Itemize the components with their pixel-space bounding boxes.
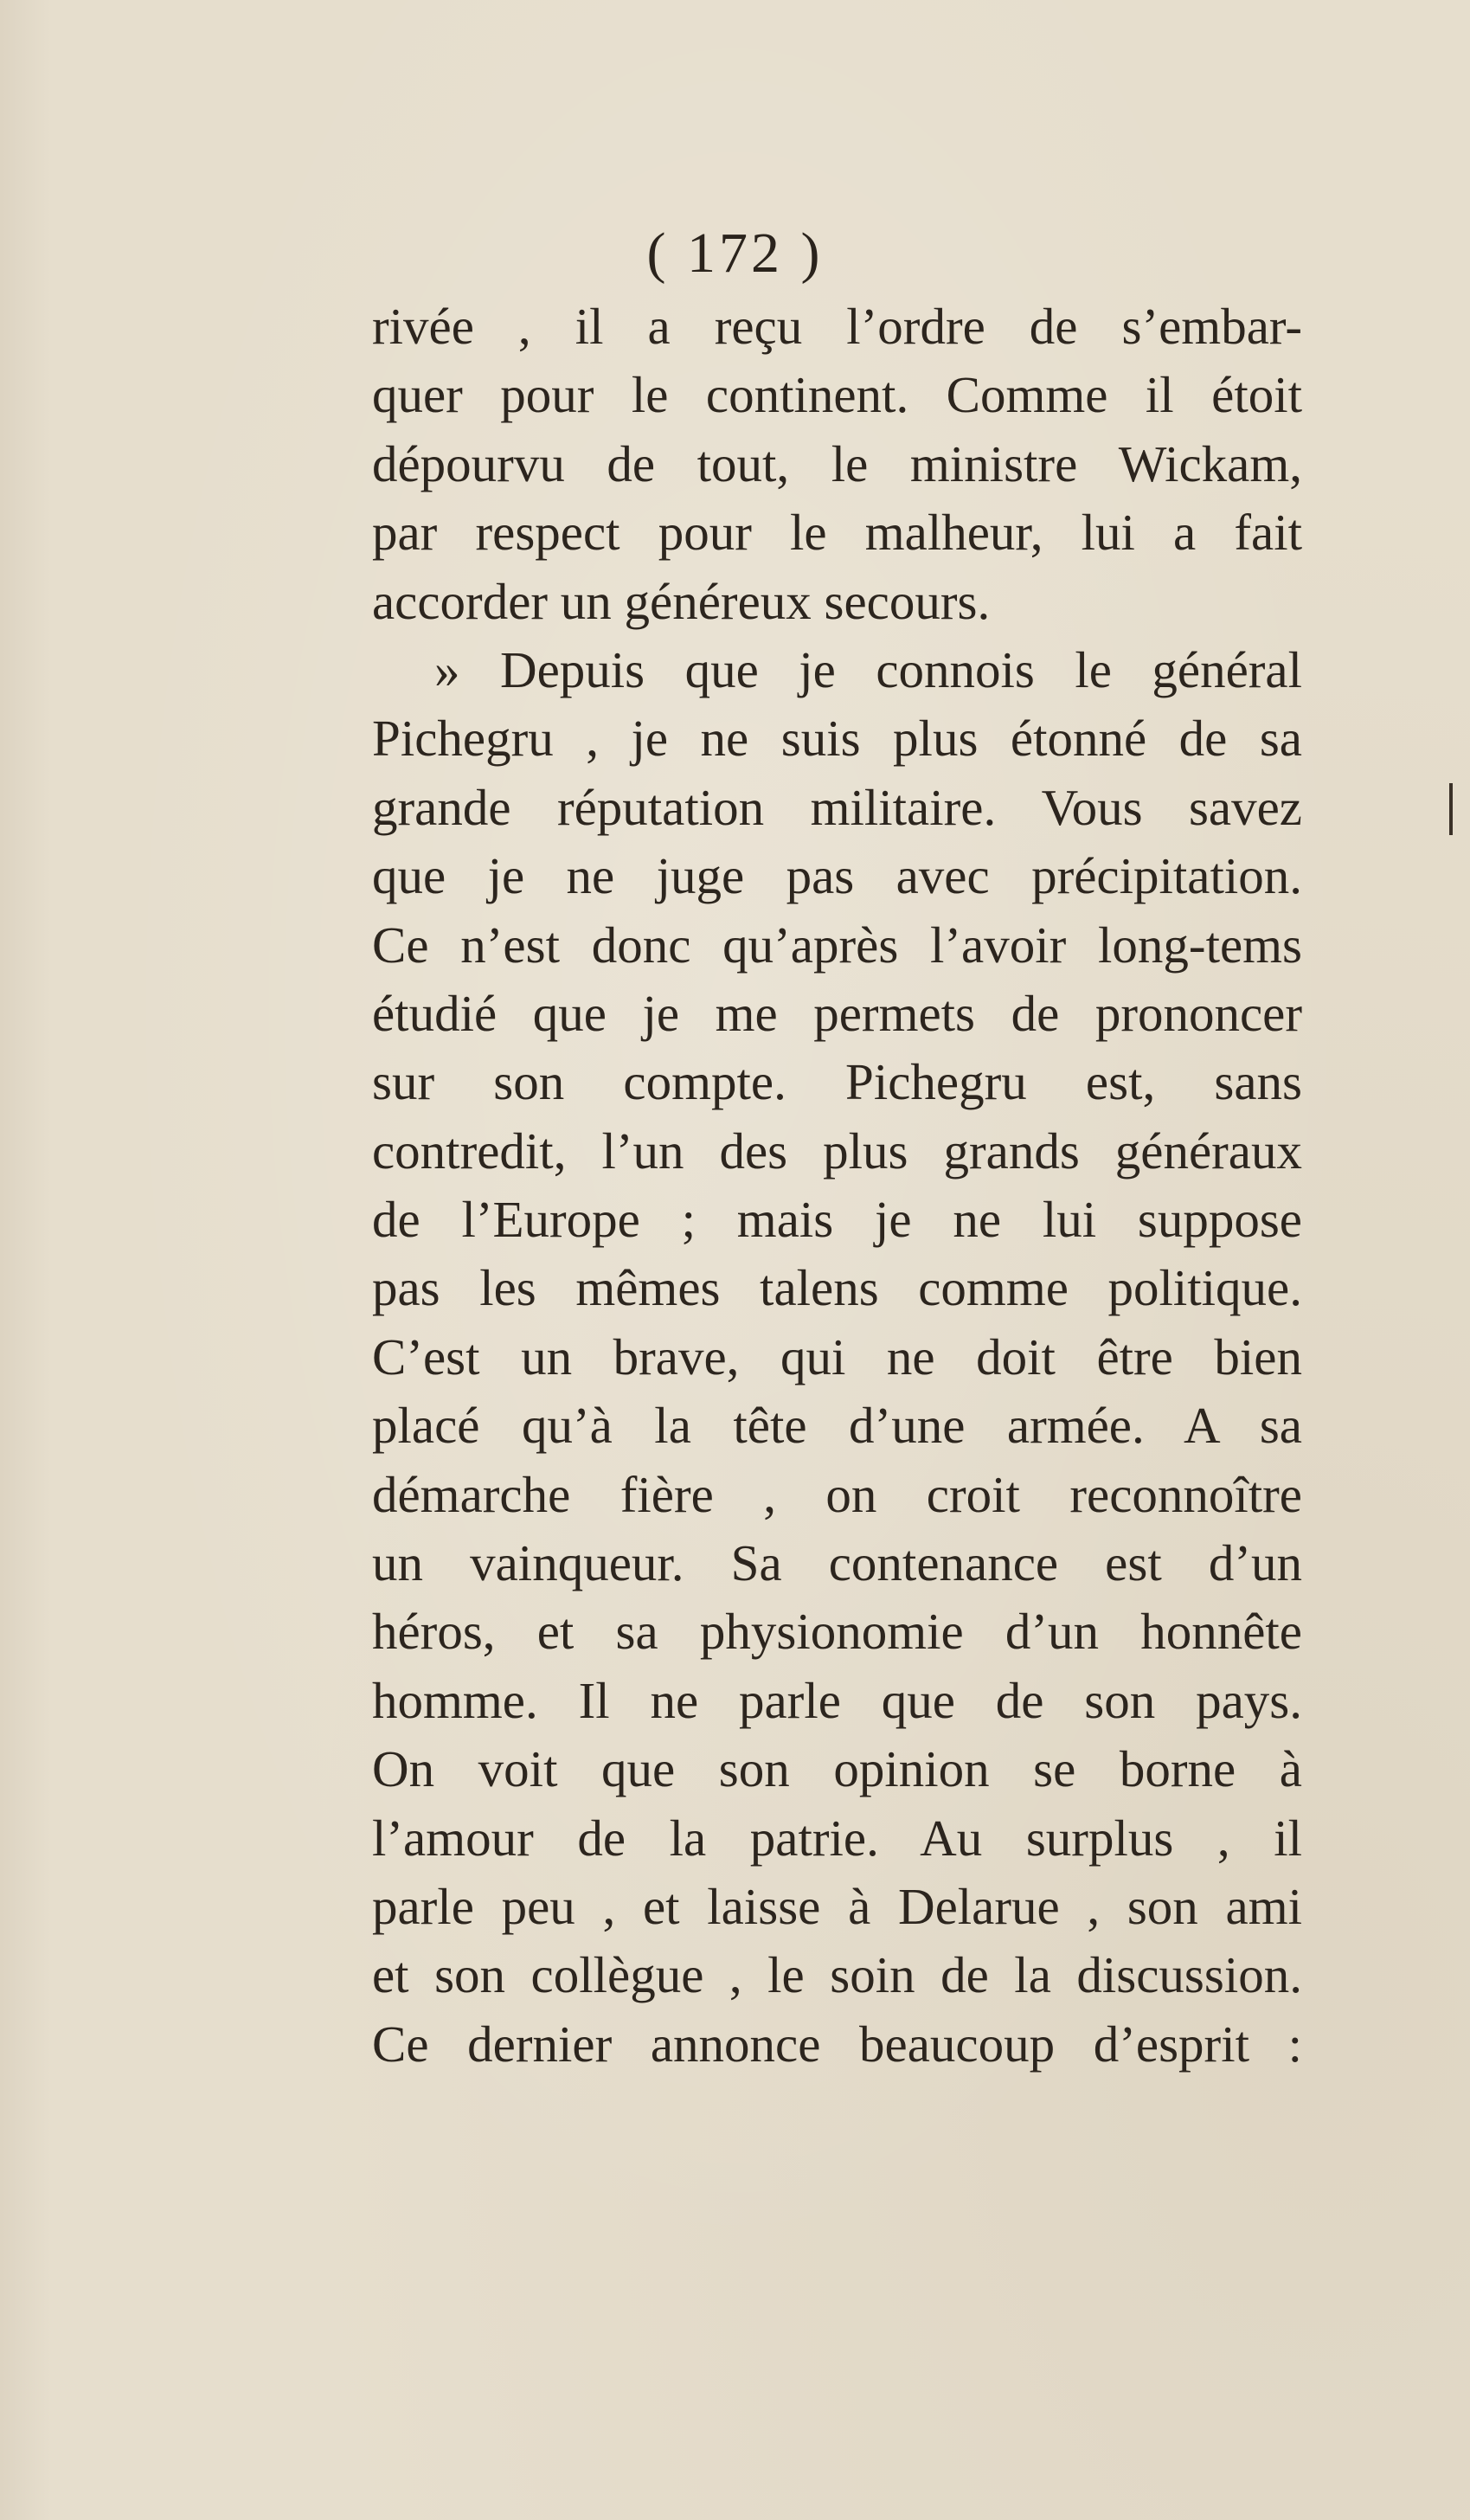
text-line: démarche fière , on croit reconnoître <box>372 1465 1302 1523</box>
text-line: de l’Europe ; mais je ne lui suppose <box>372 1191 1302 1249</box>
text-line: accorder un généreux secours. <box>372 572 991 630</box>
text-line: héros, et sa physionomie d’un honnête <box>372 1603 1302 1661</box>
text-line: pas les mêmes talens comme politique. <box>372 1259 1302 1317</box>
text-line: Ce dernier annonce beaucoup d’esprit : <box>372 2015 1302 2073</box>
text-line: parle peu , et laisse à Delarue , son ami <box>372 1877 1302 1935</box>
text-line: un vainqueur. Sa contenance est d’un <box>372 1534 1302 1592</box>
text-line: l’amour de la patrie. Au surplus , il <box>372 1809 1302 1867</box>
text-line: dépourvu de tout, le ministre Wickam, <box>372 434 1302 492</box>
text-line: étudié que je me permets de prononcer <box>372 984 1302 1042</box>
text-line: quer pour le continent. Comme il étoit <box>372 366 1302 424</box>
text-line: par respect pour le malheur, lui a fait <box>372 504 1302 562</box>
text-line: Pichegru , je ne suis plus étonné de sa <box>372 710 1302 768</box>
text-line: homme. Il ne parle que de son pays. <box>372 1671 1302 1729</box>
page-number: ( 172 ) <box>646 222 824 285</box>
text-line: C’est un brave, qui ne doit être bien <box>372 1328 1302 1385</box>
text-line: » Depuis que je connois le général <box>434 640 1302 698</box>
text-line: rivée , il a reçu l’ordre de s’embar- <box>372 298 1302 355</box>
text-line: que je ne juge pas avec précipitation. <box>372 847 1302 905</box>
text-line: et son collègue , le soin de la discussion. <box>372 1946 1302 2004</box>
page-edge-mark <box>1449 783 1453 835</box>
text-line: grande réputation militaire. Vous savez <box>372 778 1302 836</box>
text-line: Ce n’est donc qu’après l’avoir long-tems <box>372 916 1302 974</box>
body-text <box>372 292 1302 2079</box>
text-line: On voit que son opinion se borne à <box>372 1740 1302 1798</box>
text-line: contredit, l’un des plus grands généraux <box>372 1122 1302 1180</box>
text-line: placé qu’à la tête d’une armée. A sa <box>372 1397 1302 1455</box>
text-line: sur son compte. Pichegru est, sans <box>372 1053 1302 1111</box>
